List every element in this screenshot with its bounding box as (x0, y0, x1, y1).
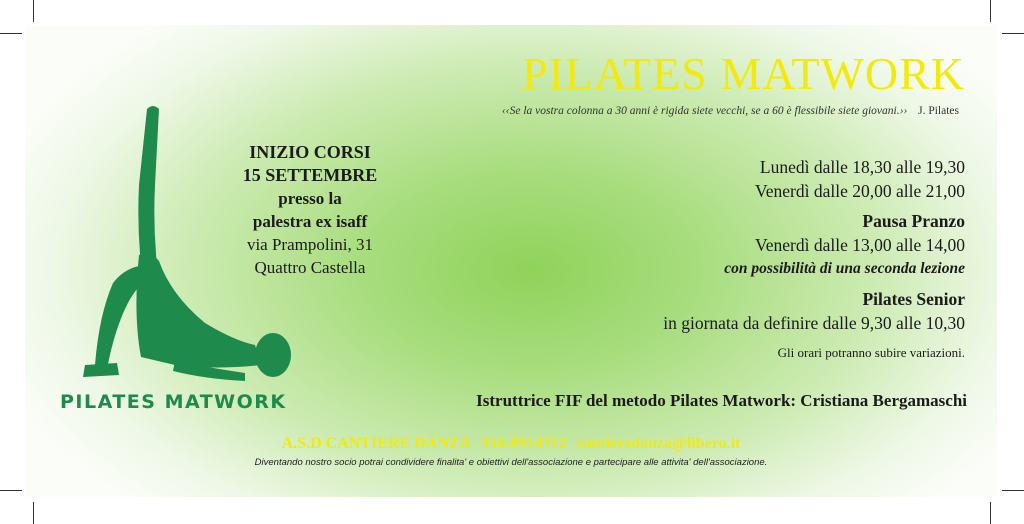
logo-text: PILATES MATWORK (60, 391, 287, 413)
venue-prefix: presso la (278, 189, 342, 208)
senior-title: Pilates Senior (862, 289, 965, 309)
lunch-title: Pausa Pranzo (862, 211, 965, 231)
crop-mark (0, 490, 22, 491)
schedule-disclaimer: Gli orari potranno subire variazioni. (777, 345, 965, 360)
quote-text: ‹‹Se la vostra colonna a 30 anni è rigida siete vecchi, se a 60 è flessibile siete giovani.›› (501, 105, 908, 117)
start-date: 15 SETTEMBRE (242, 165, 378, 185)
start-heading: INIZIO CORSI (249, 142, 371, 162)
crop-mark (33, 502, 34, 524)
schedule (663, 155, 965, 365)
venue-city: Quattro Castella (254, 258, 366, 277)
venue-street: via Prampolini, 31 (246, 235, 374, 254)
course-start-info (215, 141, 405, 279)
schedule-line: Venerdì dalle 20,00 alle 21,00 (755, 181, 965, 201)
quote-author: J. Pilates (918, 105, 959, 117)
lunch-note: con possibilità di una seconda lezione (724, 260, 965, 277)
schedule-line: Lunedì dalle 18,30 alle 19,30 (759, 157, 965, 177)
flyer (25, 25, 997, 497)
page-title: PILATES MATWORK (521, 48, 965, 99)
venue-name: palestra ex isaff (252, 212, 368, 231)
contact-line (25, 435, 997, 453)
lunch-line: Venerdì dalle 13,00 alle 14,00 (755, 235, 965, 255)
crop-mark (1002, 33, 1024, 34)
email: cantieredanza@libero.it (576, 435, 741, 452)
org-name: A.S.D CANTIERE DANZA (281, 435, 471, 452)
instructor: Istruttrice FIF del metodo Pilates Matwork: Cristiana Bergamaschi (476, 391, 967, 410)
crop-mark (0, 33, 22, 34)
senior-line: in giornata da definire dalle 9,30 alle 10,30 (663, 313, 965, 333)
crop-mark (990, 0, 991, 22)
quote (502, 105, 959, 117)
crop-mark (1002, 490, 1024, 491)
crop-mark (33, 0, 34, 22)
phone: 334-8914312 (480, 435, 567, 452)
crop-mark (990, 502, 991, 524)
footer-note: Diventando nostro socio potrai condividere finalita' e obiettivi dell'associazione e partecipare alle attivita' dell'associazione. (254, 457, 768, 468)
